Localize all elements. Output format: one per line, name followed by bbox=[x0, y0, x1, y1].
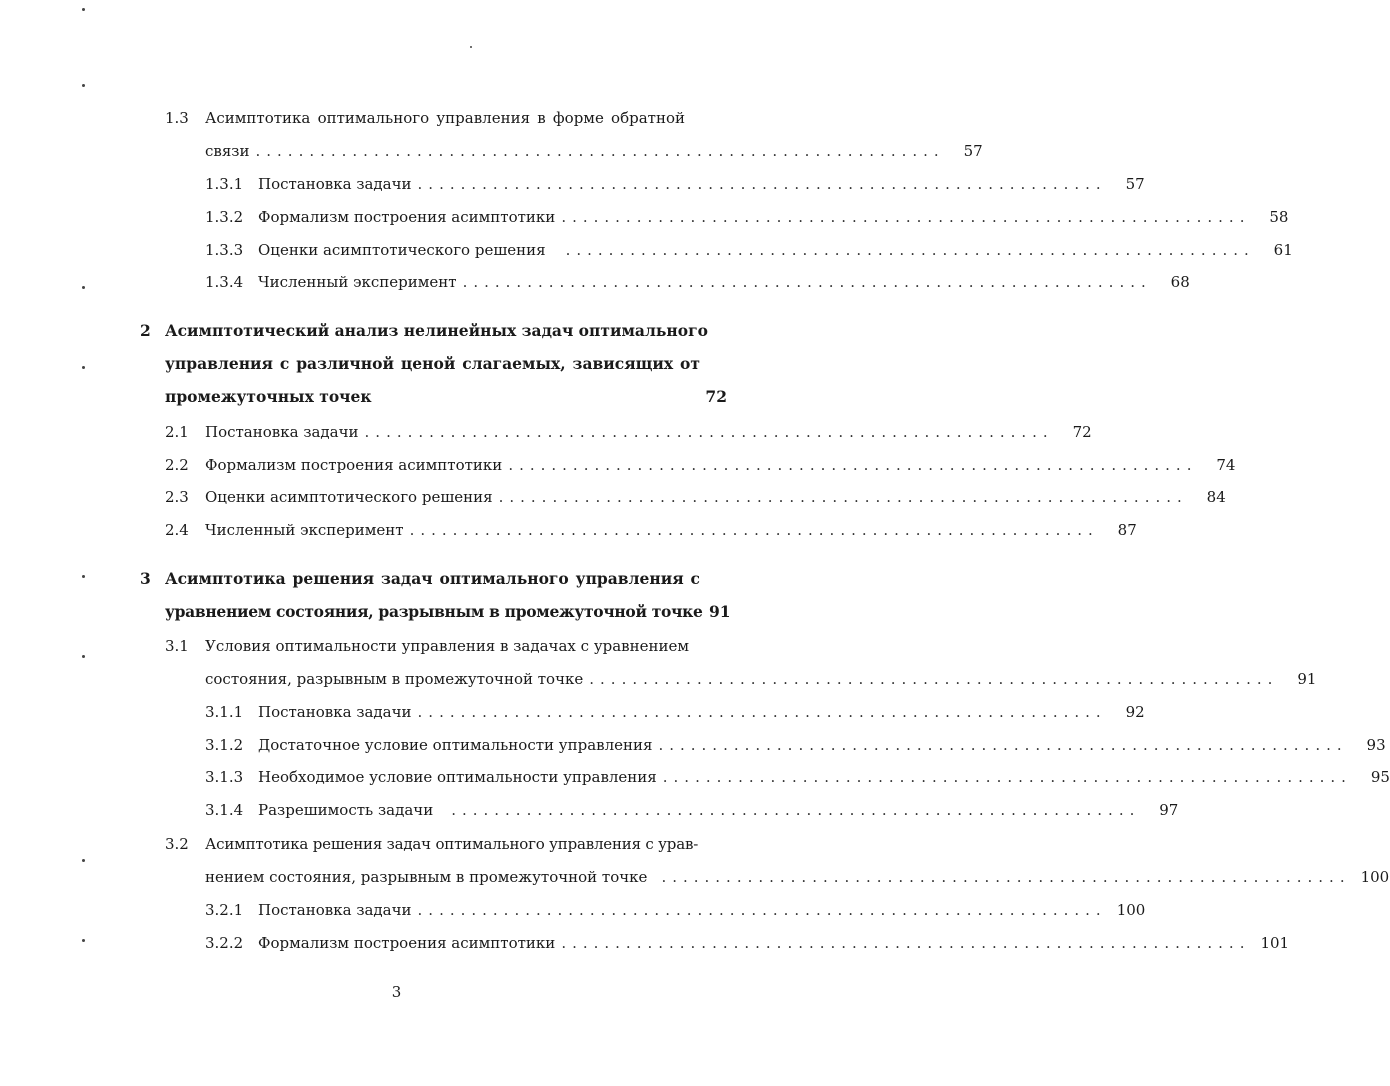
toc-chapter-3-line1 bbox=[140, 569, 700, 589]
chapter-title: Асимптотический анализ нелинейных задач оптимального bbox=[165, 321, 708, 340]
page-number: 100 bbox=[1116, 901, 1146, 919]
section-number: 3.1.4 bbox=[205, 801, 244, 819]
scan-speck bbox=[82, 8, 85, 11]
page-number: 58 bbox=[1269, 208, 1289, 226]
page-number: 95 bbox=[1370, 768, 1390, 786]
page-number: 97 bbox=[1159, 801, 1179, 819]
leader-dots: ................................................................ bbox=[658, 736, 1348, 754]
toc-entry-3-2-line1 bbox=[165, 834, 699, 854]
page-number: 100 bbox=[1360, 868, 1390, 886]
scan-speck bbox=[82, 575, 85, 578]
leader-dots: ................................................................ bbox=[508, 456, 1198, 474]
section-number: 3.1.2 bbox=[205, 736, 244, 754]
section-title: Достаточное условие оптимальности управления bbox=[258, 736, 653, 754]
page-footer-number: 3 bbox=[391, 983, 402, 1001]
toc-entry-2-2 bbox=[165, 455, 1236, 475]
section-title: Условия оптимальности управления в задачах с уравнением bbox=[205, 637, 690, 655]
leader-dots: ................................................................ bbox=[662, 768, 1352, 786]
leader-dots: ................................................................ bbox=[364, 423, 1054, 441]
leader-dots: ................................................................ bbox=[589, 670, 1279, 688]
section-title: Разрешимость задачи bbox=[258, 801, 434, 819]
section-number: 1.3.4 bbox=[205, 273, 244, 291]
toc-chapter-2-line3 bbox=[165, 387, 727, 407]
leader-dots: ................................................................ bbox=[451, 801, 1141, 819]
leader-dots: ................................................................ bbox=[409, 521, 1099, 539]
leader-dots: ................................................................ bbox=[661, 868, 1351, 886]
toc-chapter-3-line2 bbox=[165, 602, 731, 622]
section-title: Численный эксперимент bbox=[258, 273, 457, 291]
toc-entry-1-3-4 bbox=[205, 272, 1190, 292]
section-title: Оценки асимптотического решения bbox=[258, 241, 546, 259]
scan-speck bbox=[470, 46, 472, 48]
page-number: 68 bbox=[1170, 273, 1190, 291]
page-number: 74 bbox=[1216, 456, 1236, 474]
toc-entry-3-1-1 bbox=[205, 702, 1145, 722]
scan-speck bbox=[82, 84, 85, 87]
section-title-cont: нением состояния, разрывным в промежуточной точке bbox=[205, 868, 648, 886]
section-number: 3.2.1 bbox=[205, 901, 244, 919]
section-number: 2.2 bbox=[165, 456, 189, 474]
section-title: Численный эксперимент bbox=[205, 521, 404, 539]
leader-dots: ................................................................ bbox=[462, 273, 1152, 291]
leader-dots: ................................................................ bbox=[561, 208, 1251, 226]
section-title: Оценки асимптотического решения bbox=[205, 488, 493, 506]
page-number: 72 bbox=[1072, 423, 1092, 441]
section-title: Необходимое условие оптимальности управления bbox=[258, 768, 657, 786]
section-title: Постановка задачи bbox=[258, 703, 412, 721]
toc-entry-2-3 bbox=[165, 487, 1226, 507]
page-number: 84 bbox=[1206, 488, 1226, 506]
section-title: Постановка задачи bbox=[258, 901, 412, 919]
leader-dots: ................................................................ bbox=[561, 934, 1251, 952]
page-number: 57 bbox=[963, 142, 983, 160]
chapter-number: 3 bbox=[140, 569, 151, 588]
page-number: 101 bbox=[1260, 934, 1290, 952]
section-number: 1.3.3 bbox=[205, 241, 244, 259]
section-number: 2.4 bbox=[165, 521, 189, 539]
leader-dots: ................................................................ bbox=[565, 241, 1255, 259]
scan-speck bbox=[82, 655, 85, 658]
leader-dots: ................................................................ bbox=[417, 703, 1107, 721]
toc-entry-2-4 bbox=[165, 520, 1137, 540]
section-number: 3.1 bbox=[165, 637, 189, 655]
section-title: Постановка задачи bbox=[205, 423, 359, 441]
page-number: 91 bbox=[709, 602, 731, 621]
toc-entry-3-2-2 bbox=[205, 933, 1290, 953]
toc-entry-3-1-line1 bbox=[165, 636, 690, 656]
section-number: 3.1.3 bbox=[205, 768, 244, 786]
scan-speck bbox=[82, 366, 85, 369]
page-number: 72 bbox=[705, 387, 727, 406]
chapter-title: Асимптотика решения задач оптимального управления с bbox=[165, 569, 700, 588]
page-number: 91 bbox=[1297, 670, 1317, 688]
toc-entry-3-1-2 bbox=[205, 735, 1386, 755]
toc-chapter-2-line1 bbox=[140, 321, 708, 341]
page-number: 87 bbox=[1117, 521, 1137, 539]
toc-entry-1-3-3 bbox=[205, 240, 1293, 260]
leader-dots: ................................................................ bbox=[498, 488, 1188, 506]
section-title: Постановка задачи bbox=[258, 175, 412, 193]
page-number: 61 bbox=[1273, 241, 1293, 259]
section-title: Формализм построения асимптотики bbox=[205, 456, 503, 474]
leader-dots: ................................................................ bbox=[255, 142, 945, 160]
section-number: 1.3 bbox=[165, 109, 189, 127]
leader-dots: ................................................................ bbox=[417, 175, 1107, 193]
section-title-cont: связи bbox=[205, 142, 250, 160]
section-number: 3.1.1 bbox=[205, 703, 244, 721]
toc-chapter-2-line2 bbox=[165, 354, 700, 374]
toc-entry-1-3-1 bbox=[205, 174, 1145, 194]
chapter-number: 2 bbox=[140, 321, 151, 340]
scan-speck bbox=[82, 859, 85, 862]
chapter-title-cont: уравнением состояния, разрывным в промежуточной точке bbox=[165, 602, 703, 621]
chapter-title-cont: промежуточных точек bbox=[165, 387, 372, 406]
section-title: Формализм построения асимптотики bbox=[258, 934, 556, 952]
section-title: Асимптотика решения задач оптимального управления с урав- bbox=[205, 835, 699, 853]
toc-entry-3-1-4 bbox=[205, 800, 1179, 820]
section-number: 1.3.1 bbox=[205, 175, 244, 193]
toc-entry-2-1 bbox=[165, 422, 1092, 442]
section-number: 3.2 bbox=[165, 835, 189, 853]
section-number: 3.2.2 bbox=[205, 934, 244, 952]
toc-entry-3-1-line2 bbox=[205, 669, 1317, 689]
toc-entry-1-3-line2 bbox=[205, 141, 983, 161]
page-number: 57 bbox=[1125, 175, 1145, 193]
scan-speck bbox=[82, 286, 85, 289]
section-number: 1.3.2 bbox=[205, 208, 244, 226]
scan-speck bbox=[82, 939, 85, 942]
section-number: 2.1 bbox=[165, 423, 189, 441]
section-title-cont: состояния, разрывным в промежуточной точке bbox=[205, 670, 584, 688]
toc-entry-3-2-1 bbox=[205, 900, 1146, 920]
toc-entry-1-3-line1 bbox=[165, 108, 685, 128]
toc-entry-1-3-2 bbox=[205, 207, 1289, 227]
section-title: Асимптотика оптимального управления в форме обратной bbox=[205, 109, 685, 127]
section-title: Формализм построения асимптотики bbox=[258, 208, 556, 226]
page-number: 92 bbox=[1125, 703, 1145, 721]
chapter-title-cont: управления с различной ценой слагаемых, зависящих от bbox=[165, 354, 700, 373]
page-number: 93 bbox=[1366, 736, 1386, 754]
toc-entry-3-2-line2 bbox=[205, 867, 1390, 887]
leader-dots: ................................................................ bbox=[417, 901, 1107, 919]
section-number: 2.3 bbox=[165, 488, 189, 506]
toc-entry-3-1-3 bbox=[205, 767, 1390, 787]
